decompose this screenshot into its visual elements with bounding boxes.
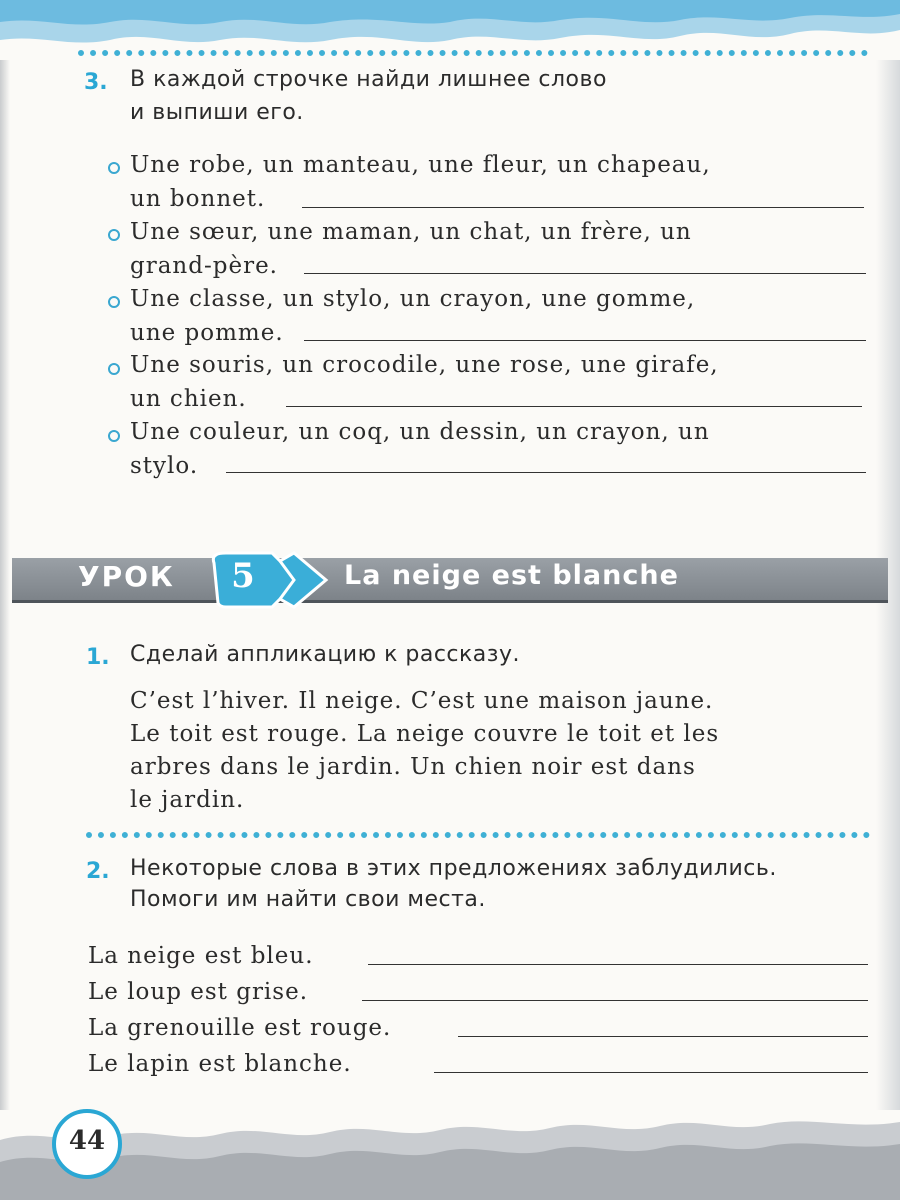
task-2-sentence-2: Le loup est grise. [88, 979, 309, 1005]
answer-line-6[interactable] [368, 964, 868, 965]
option-bullet [108, 229, 120, 241]
task-2-instruction-line-1: Некоторые слова в этих предложениях заблудились. [130, 856, 777, 881]
lesson-number: 5 [231, 556, 255, 596]
task-2-sentence-3: La grenouille est rouge. [88, 1015, 392, 1041]
option-bullet [108, 162, 120, 174]
task-3-item-2-line-2: grand-père. [130, 253, 278, 279]
task-1-number: 1. [86, 645, 110, 670]
answer-line-5[interactable] [226, 472, 866, 473]
option-bullet [108, 363, 120, 375]
answer-line-4[interactable] [286, 406, 862, 407]
task-3-instruction-line-2: и выпиши его. [130, 100, 304, 125]
task-3-item-5-line-1: Une couleur, un coq, un dessin, un crayon, un [130, 419, 710, 445]
lesson-label: УРОК [78, 560, 175, 593]
task-3-item-5-line-2: stylo. [130, 453, 199, 479]
task-2-instruction-line-2: Помоги им найти свои места. [130, 887, 486, 912]
task-1-text-line-3: arbres dans le jardin. Un chien noir est dans [130, 754, 696, 780]
option-bullet [108, 296, 120, 308]
task-3-item-3-line-2: une pomme. [130, 320, 284, 346]
task-3-number: 3. [84, 70, 108, 95]
task-1-text-line-4: le jardin. [130, 787, 245, 813]
task-2-sentence-4: Le lapin est blanche. [88, 1051, 352, 1077]
answer-line-7[interactable] [362, 1000, 868, 1001]
task-3-item-3-line-1: Une classe, un stylo, un crayon, une gomme, [130, 286, 696, 312]
answer-line-3[interactable] [304, 340, 866, 341]
bottom-wave-decoration [0, 1110, 900, 1200]
option-bullet [108, 430, 120, 442]
task-1-instruction: Сделай аппликацию к рассказу. [130, 642, 521, 667]
task-3-item-4-line-2: un chien. [130, 386, 247, 412]
task-1-text-line-1: C’est l’hiver. Il neige. C’est une maison jaune. [130, 688, 714, 714]
task-2-sentence-1: La neige est bleu. [88, 943, 314, 969]
answer-line-2[interactable] [304, 273, 866, 274]
lesson-title: La neige est blanche [344, 560, 679, 591]
page-left-shadow [0, 60, 10, 1110]
task-3-instruction-line-1: В каждой строчке найди лишнее слово [130, 67, 607, 92]
dotted-separator [78, 50, 868, 56]
dotted-separator [86, 832, 870, 838]
task-3-item-2-line-1: Une sœur, une maman, un chat, un frère, un [130, 219, 692, 245]
answer-line-8[interactable] [458, 1036, 868, 1037]
task-3-item-1-line-2: un bonnet. [130, 186, 266, 212]
task-3-item-4-line-1: Une souris, un crocodile, une rose, une girafe, [130, 352, 719, 378]
page-number: 44 [68, 1126, 106, 1156]
task-1-text-line-2: Le toit est rouge. La neige couvre le toit et les [130, 721, 720, 747]
task-3-item-1-line-1: Une robe, un manteau, une fleur, un chapeau, [130, 152, 711, 178]
task-2-number: 2. [86, 859, 110, 884]
answer-line-9[interactable] [434, 1072, 868, 1073]
answer-line-1[interactable] [302, 207, 864, 208]
